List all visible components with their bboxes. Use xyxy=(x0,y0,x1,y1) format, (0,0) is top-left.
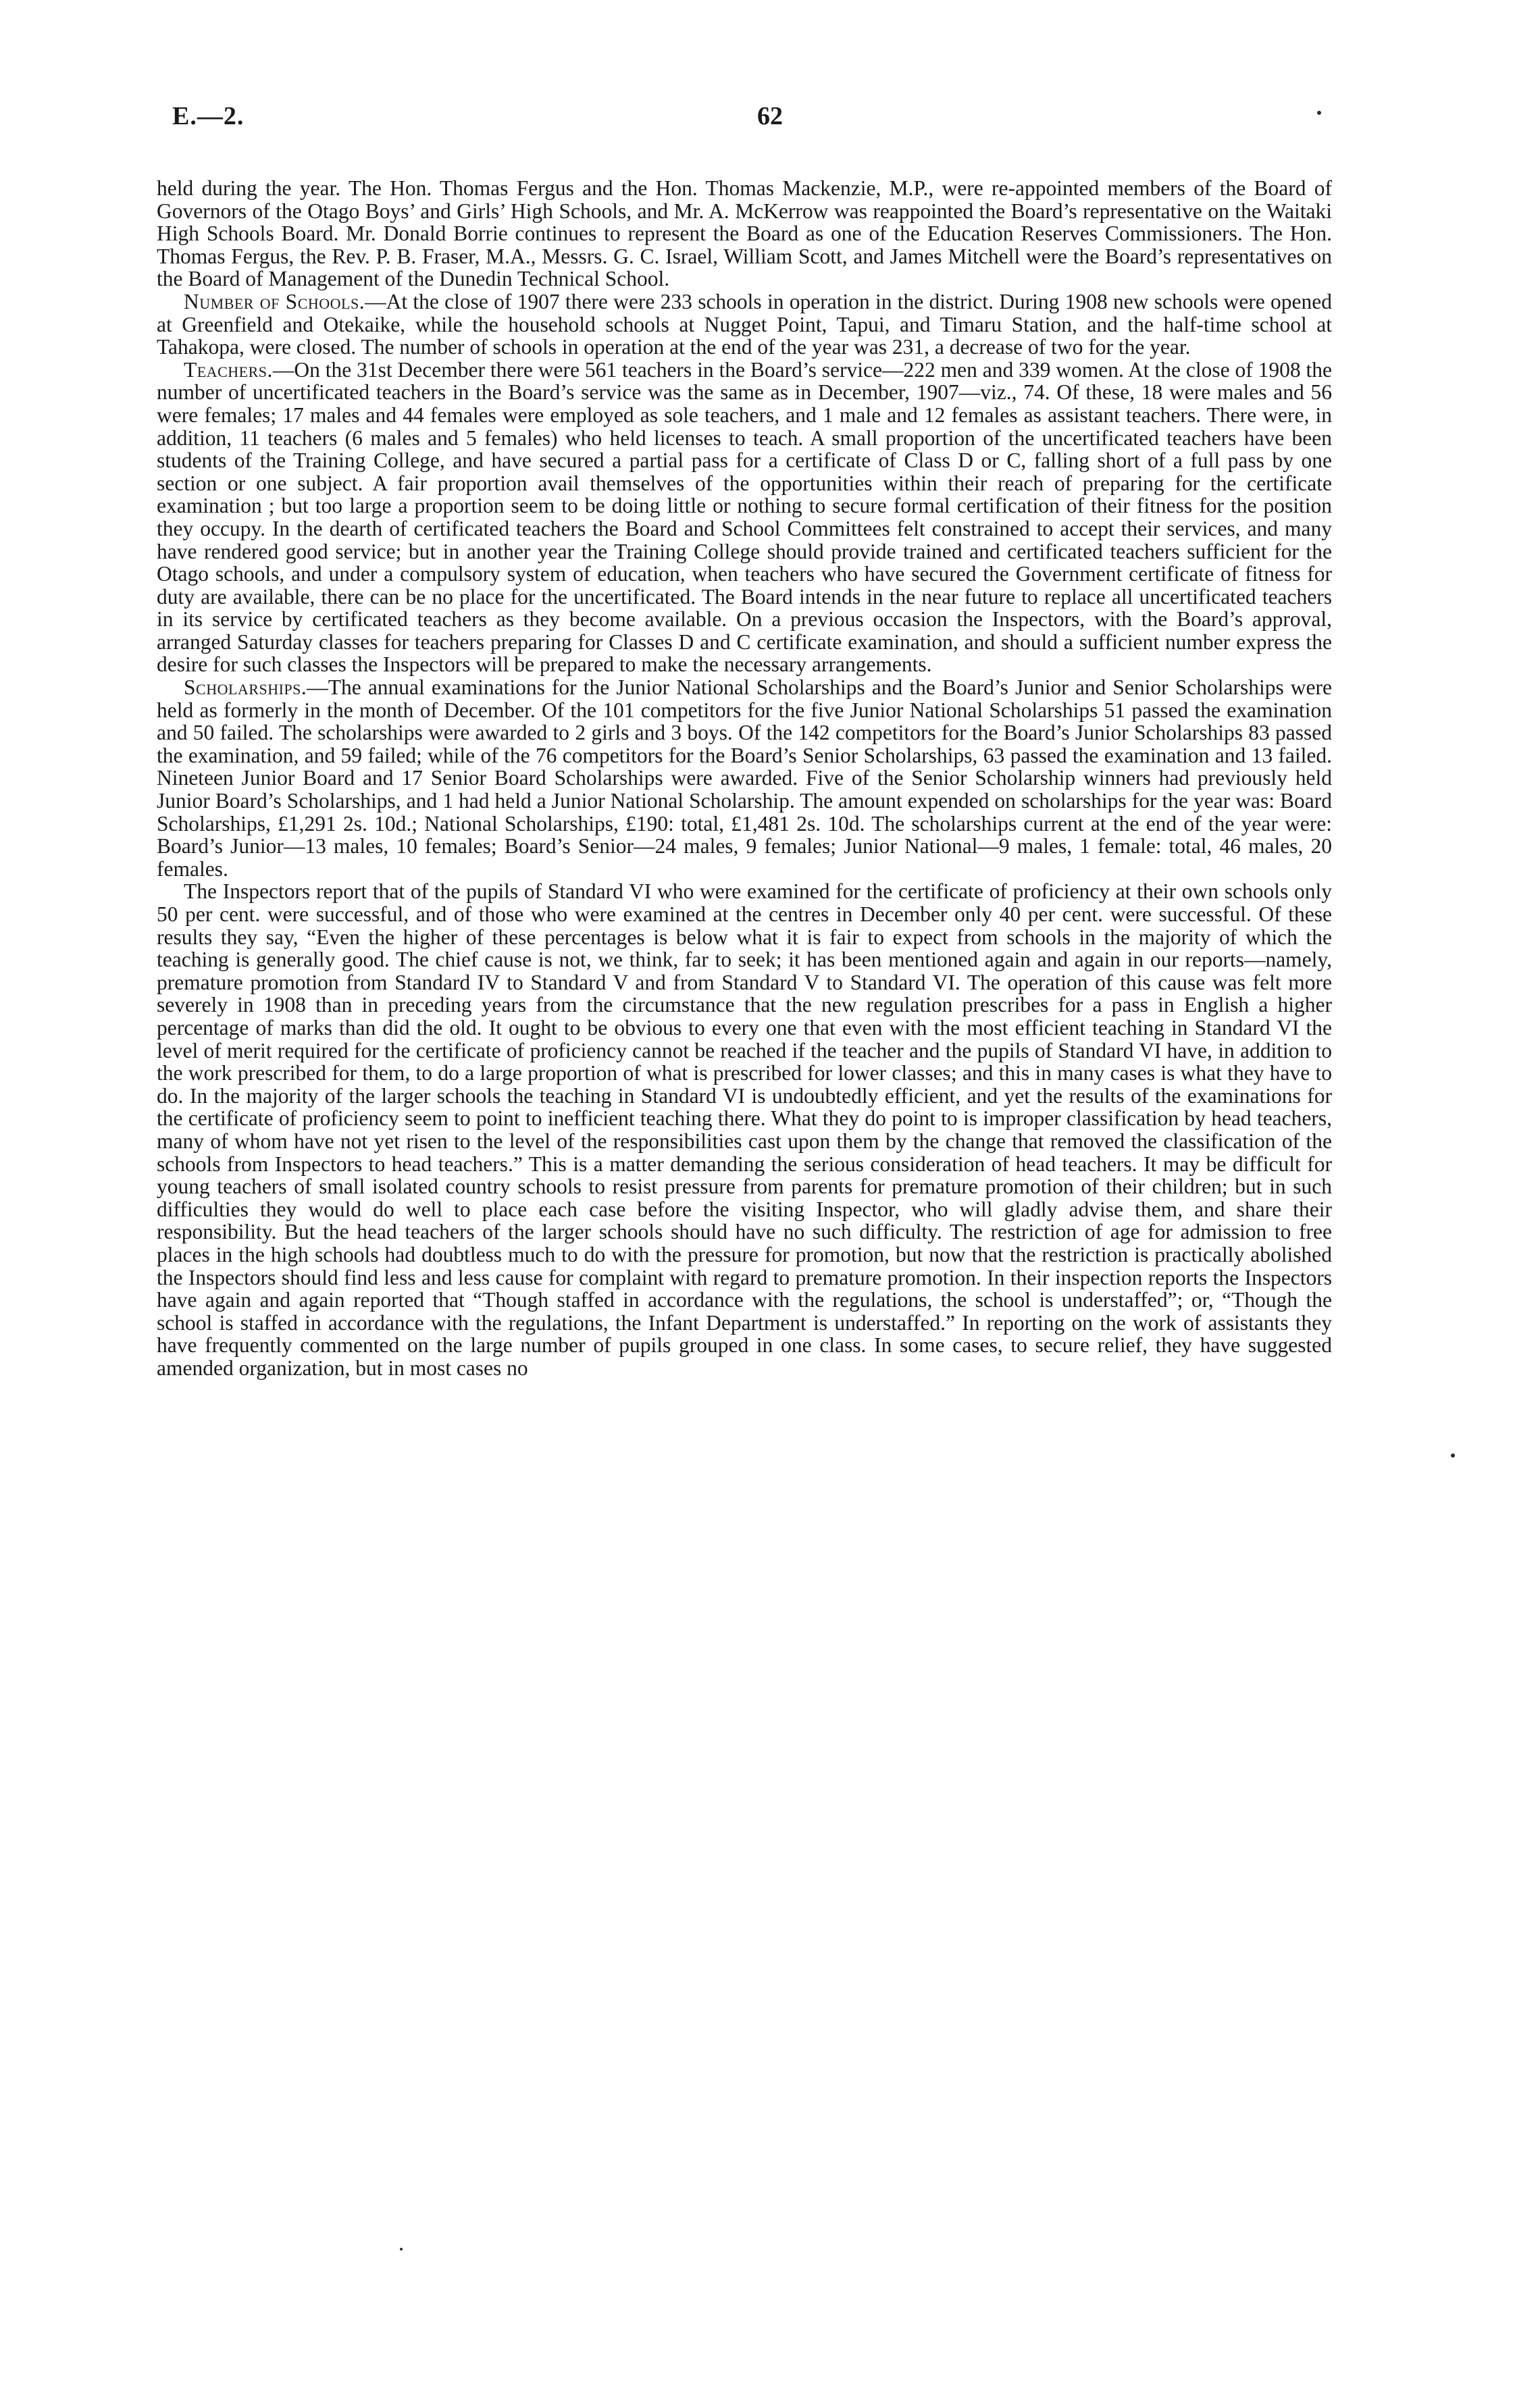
paragraph-text: —At the close of 1907 there were 233 schools in operation in the district. During 1908 new schools were opened at Greenfield and Otekaike, while the household schools at Nugget Point, Tapui, and Timaru Station, and the half-time school at Tahakopa, were closed. The number of schools in operation at the end of the year was 231, a decrease of two for the year. xyxy=(157,289,1332,359)
paragraph-text: held during the year. The Hon. Thomas Fergus and the Hon. Thomas Mackenzie, M.P., were re-appointed members of the Board of Governors of the Otago Boys’ and Girls’ High Schools, and Mr. A. McKerrow was reappointed the Board’s representative on the Waitaki High Schools Board. Mr. Donald Borrie continues to represent the Board as one of the Education Reserves Commissioners. The Hon. Thomas Fergus, the Rev. P. B. Fraser, M.A., Messrs. G. C. Israel, William Scott, and James Mitchell were the Board’s representatives on the Board of Management of the Dunedin Technical School. xyxy=(157,176,1332,291)
paragraph-board-appointments xyxy=(157,177,1332,290)
paragraph-teachers xyxy=(157,359,1332,676)
page-number: 62 xyxy=(757,102,783,130)
stray-ink-mark xyxy=(400,2248,403,2250)
section-heading-number-of-schools: Number of Schools. xyxy=(184,289,365,313)
report-code: E.—2. xyxy=(172,102,245,130)
stray-ink-mark xyxy=(1451,1453,1455,1458)
paragraph-inspectors-report xyxy=(157,880,1332,1379)
paragraph-text: —The annual examinations for the Junior National Scholarships and the Board’s Junior and Senior Scholarships were held as formerly in the month of December. Of the 101 competitors for the five Junior National Scholarships 51 passed the examination and 50 failed. The scholarships were awarded to 2 girls and 3 boys. Of the 142 competitors for the Board’s Junior Scholarships 83 passed the examination, and 59 failed; while of the 76 competitors for the Board’s Senior Scholarships, 63 passed the examination and 13 failed. Nineteen Junior Board and 17 Senior Board Scholarships were awarded. Five of the Senior Scholarship winners had previously held Junior Board’s Scholarships, and 1 had held a Junior National Scholarship. The amount expended on scholarships for the year was: Board Scholarships, £1,291 2s. 10d.; National Scholarships, £190: total, £1,481 2s. 10d. The scholarships current at the end of the year were: Board’s Junior—13 males, 10 females; Board’s Senior—24 males, 9 females; Junior National—9 males, 1 female: total, 46 males, 20 females. xyxy=(157,675,1332,881)
paragraph-scholarships xyxy=(157,676,1332,880)
body-text xyxy=(157,177,1332,1379)
section-heading-scholarships: Scholarships. xyxy=(184,675,307,700)
paragraph-text: The Inspectors report that of the pupils of Standard VI who were examined for the certificate of proficiency at their own schools only 50 per cent. were successful, and of those who were examined at the centres in December only 40 per cent. were successful. Of these results they say, “Even the higher of these percentages is below what it is fair to expect from schools in the majority of which the teaching is generally good. The chief cause is not, we think, far to seek; it has been mentioned again and again in our reports—namely, premature promotion from Standard IV to Standard V and from Standard V to Standard VI. The operation of this cause was felt more severely in 1908 than in preceding years from the circumstance that the new regulation prescribes for a pass in English a higher percentage of marks than did the old. It ought to be obvious to every one that even with the most efficient teaching in Standard VI the level of merit required for the certificate of proficiency cannot be reached if the teacher and the pupils of Standard VI have, in addition to the work prescribed for them, to do a large proportion of what is prescribed for lower classes; and this in many cases is what they have to do. In the majority of the larger schools the teaching in Standard VI is undoubtedly efficient, and yet the results of the examinations for the certificate of proficiency seem to point to inefficient teaching there. What they do point to is improper classification by head teachers, many of whom have not yet risen to the level of the responsibilities cast upon them by the change that removed the classification of the schools from Inspectors to head teachers.” This is a matter demanding the serious consideration of head teachers. It may be difficult for young teachers of small isolated country schools to resist pressure from parents for premature promotion of their children; but in such difficulties they would do well to place each case before the visiting Inspector, who will gladly advise them, and share their responsibility. But the head teachers of the larger schools should have no such difficulty. The restriction of age for admission to free places in the high schools had doubtless much to do with the pressure for promotion, but now that the restriction is practically abolished the Inspectors should find less and less cause for complaint with regard to premature promotion. In their inspection reports the Inspectors have again and again reported that “Though staffed in accordance with the regulations, the school is understaffed”; or, “Though the school is staffed in accordance with the regulations, the Infant Department is understaffed.” In reporting on the work of assistants they have frequently commented on the large number of pupils grouped in one class. In some cases, to secure relief, they have suggested amended organization, but in most cases no xyxy=(157,879,1332,1380)
stray-ink-mark xyxy=(1317,111,1321,115)
page-header xyxy=(0,101,1540,142)
section-heading-teachers: Teachers. xyxy=(184,357,273,382)
paragraph-number-of-schools xyxy=(157,290,1332,359)
paragraph-text: —On the 31st December there were 561 teachers in the Board’s service—222 men and 339 women. At the close of 1908 the number of uncertificated teachers in the Board’s service was the same as in December, 1907—viz., 74. Of these, 18 were males and 56 were females; 17 males and 44 females were employed as sole teachers, and 1 male and 12 females as assistant teachers. There were, in addition, 11 teachers (6 males and 5 females) who held licenses to teach. A small proportion of the uncertificated teachers have been students of the Training College, and have secured a partial pass for a certificate of Class D or C, falling short of a full pass by one section or one subject. A fair proportion avail themselves of the opportunities within their reach of preparing for the certificate examination ; but too large a proportion seem to be doing little or nothing to secure formal certification of their fitness for the position they occupy. In the dearth of certificated teachers the Board and School Committees felt constrained to accept their services, and many have rendered good service; but in another year the Training College should provide trained and certificated teachers sufficient for the Otago schools, and under a compulsory system of education, when teachers who have secured the Government certificate of fitness for duty are available, there can be no place for the uncertificated. The Board intends in the near future to replace all uncertificated teachers in its service by certificated teachers as they become available. On a previous occasion the Inspectors, with the Board’s approval, arranged Saturday classes for teachers preparing for Classes D and C certificate examination, and should a sufficient number express the desire for such classes the Inspectors will be prepared to make the necessary arrangements. xyxy=(157,357,1332,677)
